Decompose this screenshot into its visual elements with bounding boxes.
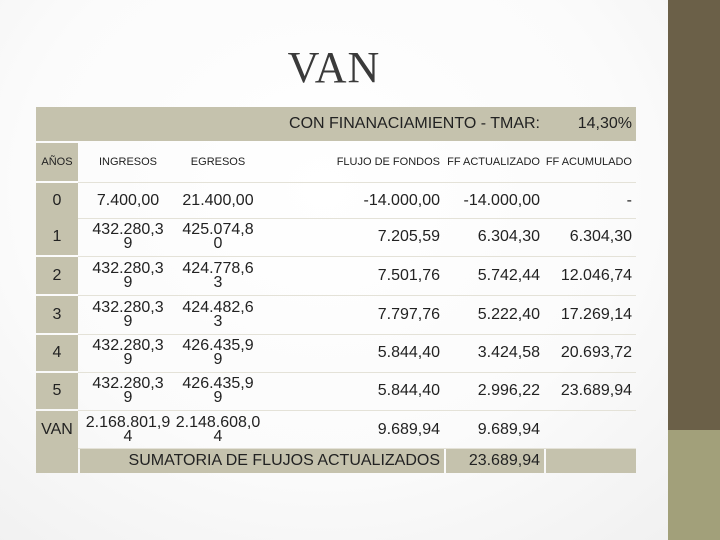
table-cell-ingresos: 432.280,3 9 — [92, 298, 164, 330]
footer-value: 23.689,94 — [468, 452, 540, 469]
row-divider — [78, 334, 636, 335]
table-cell-actualizado: 9.689,94 — [477, 421, 540, 438]
table-cell-actualizado: 3.424,58 — [477, 344, 540, 361]
table-cell-ingresos: 432.280,3 9 — [92, 221, 164, 252]
table-cell-actualizado: 5.742,44 — [477, 266, 540, 284]
table-cell-egresos: 2.148.608,0 4 — [175, 414, 261, 445]
table-cell-ingresos: 432.280,3 9 — [92, 259, 164, 291]
table-cell-year: 0 — [52, 192, 62, 209]
decorative-sidebar-light — [668, 430, 720, 540]
table-cell-acumulado: 6.304,30 — [569, 228, 632, 245]
column-header-acumulado: FF ACUMULADO — [545, 156, 632, 168]
footer-acum-bg — [546, 449, 636, 473]
table-cell-flujo: 5.844,40 — [377, 344, 440, 361]
column-header-egresos: EGRESOS — [190, 156, 246, 168]
table-cell-egresos: 426.435,9 9 — [182, 337, 254, 368]
table-cell-acumulado: 17.269,14 — [560, 305, 632, 323]
table-cell-acumulado: 23.689,94 — [560, 382, 632, 399]
table-cell-year: 1 — [52, 228, 62, 245]
decorative-sidebar-dark — [668, 0, 720, 430]
footer-label: SUMATORIA DE FLUJOS ACTUALIZADOS — [128, 452, 440, 469]
table-cell-year: VAN — [41, 421, 73, 438]
table-cell-flujo: 5.844,40 — [377, 382, 440, 399]
column-header-year: AÑOS — [41, 156, 73, 168]
table-cell-year: 3 — [52, 305, 62, 323]
table-cell-ingresos: 432.280,3 9 — [92, 375, 164, 406]
table-cell-year: 2 — [52, 266, 62, 284]
tmar-label: CON FINANACIAMIENTO - TMAR: — [289, 115, 540, 132]
row-divider — [78, 182, 636, 183]
table-cell-actualizado: -14.000,00 — [463, 192, 540, 209]
table-cell-acumulado: - — [626, 192, 632, 209]
table-cell-flujo: 7.501,76 — [377, 266, 440, 284]
row-divider — [78, 295, 636, 296]
table-cell-actualizado: 5.222,40 — [477, 305, 540, 323]
table-cell-year: 5 — [52, 382, 62, 399]
table-cell-egresos: 21.400,00 — [182, 192, 254, 209]
table-cell-egresos: 426.435,9 9 — [182, 375, 254, 406]
row-divider — [78, 372, 636, 373]
table-cell-flujo: -14.000,00 — [363, 192, 440, 209]
table-cell-flujo: 7.797,76 — [377, 305, 440, 323]
slide-title: VAN — [287, 43, 381, 92]
row-divider — [78, 410, 636, 411]
footer-years-bg — [36, 449, 78, 473]
table-cell-year: 4 — [52, 344, 62, 361]
column-header-ingresos: INGRESOS — [98, 156, 158, 168]
table-cell-actualizado: 6.304,30 — [477, 228, 540, 245]
table-cell-ingresos: 7.400,00 — [96, 192, 160, 209]
table-cell-ingresos: 432.280,3 9 — [92, 337, 164, 368]
table-cell-acumulado — [544, 411, 636, 449]
row-divider — [78, 256, 636, 257]
column-header-flujo: FLUJO DE FONDOS — [336, 156, 440, 168]
table-cell-flujo: 9.689,94 — [377, 421, 440, 438]
table-cell-flujo: 7.205,59 — [377, 228, 440, 245]
table-cell-acumulado: 12.046,74 — [560, 266, 632, 284]
table-cell-actualizado: 2.996,22 — [477, 382, 540, 399]
table-cell-egresos: 424.778,6 3 — [182, 259, 254, 291]
row-divider — [78, 218, 636, 219]
row-divider — [78, 448, 636, 449]
table-cell-acumulado: 20.693,72 — [560, 344, 632, 361]
table-cell-egresos: 424.482,6 3 — [182, 298, 254, 330]
column-header-actualizado: FF ACTUALIZADO — [447, 156, 540, 168]
table-cell-ingresos: 2.168.801,9 4 — [85, 414, 171, 445]
tmar-value: 14,30% — [577, 115, 632, 132]
table-cell-egresos: 425.074,8 0 — [182, 221, 254, 252]
